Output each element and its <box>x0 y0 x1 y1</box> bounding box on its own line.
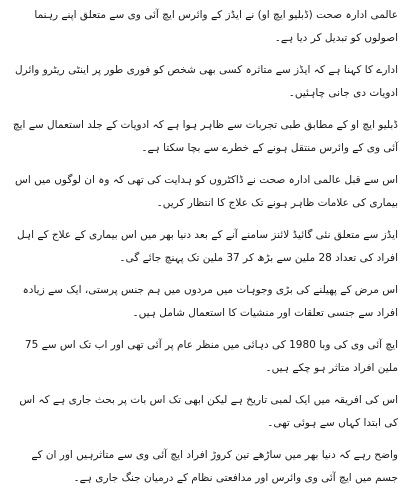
paragraph-epidemic-history: ایچ آئی وی کی وبا 1980 کی دہائی میں منظر عام پر آئی تھی اور اب تک اس سے 75 ملین افراد متاثر ہو چکے ہیں۔ <box>24 339 398 374</box>
paragraph-immediate-treatment: ادارے کا کہنا ہے کہ ایڈز سے متاثرہ کسی بھی شخص کو فوری طور پر اینٹی ریٹرو وائرل ادویات دی جانی چاہئیں۔ <box>15 64 398 99</box>
paragraph-eligible-patients: ایڈز سے متعلق نئی گائیڈ لائنز سامنے آنے کے بعد دنیا بھر میں اس بیماری کے علاج کے اہل افراد کی تعداد 28 ملین سے بڑھ کر 37 ملین تک پہنچ جائے گی۔ <box>17 229 398 264</box>
paragraph-africa-origin: اس کی افریقہ میں ایک لمبی تاریخ ہے لیکن ابھی تک اس بات پر بحث جاری ہے کہ اس کی ابتدا کہاں سے ہوئی تھی۔ <box>19 394 398 429</box>
paragraph-global-infections: واضح رہے کہ دنیا بھر میں ساڑھے تین کروڑ افراد ایچ آئی وی سے متاثرہیں اور ان کے جسم میں ایچ آئی وی وائرس اور مدافعتی نظام کے درمیان جنگ جاری ہے۔ <box>31 449 398 484</box>
paragraph-who-guidelines-change: عالمی ادارہ صحت (ڈبلیو ایچ او) نے ایڈز کے وائرس ایچ آئی وی سے متعلق اپنے رہنما اصولوں کو تبدیل کر دیا ہے۔ <box>34 9 398 44</box>
paragraph-spread-causes: اس مرض کے پھیلنے کی بڑی وجوہات میں مردوں میں ہم جنس پرستی، ایک سے زیادہ افراد سے جنسی تعلقات اور منشیات کا استعمال شامل ہیں۔ <box>22 284 398 319</box>
paragraph-trial-results: ڈبلیو ایچ او کے مطابق طبی تجربات سے ظاہر ہوا ہے کہ ادویات کے جلد استعمال سے ایچ آئی وی کے وائرس منتقل ہونے کے خطرے سے بچا سکتا ہے۔ <box>12 119 398 154</box>
paragraph-previous-advice: اس سے قبل عالمی ادارہ صحت نے ڈاکٹروں کو ہدایت کی تھی کہ وہ ان لوگوں میں اس بیماری کی علامات ظاہر ہونے تک علاج کا انتظار کریں۔ <box>15 174 398 209</box>
